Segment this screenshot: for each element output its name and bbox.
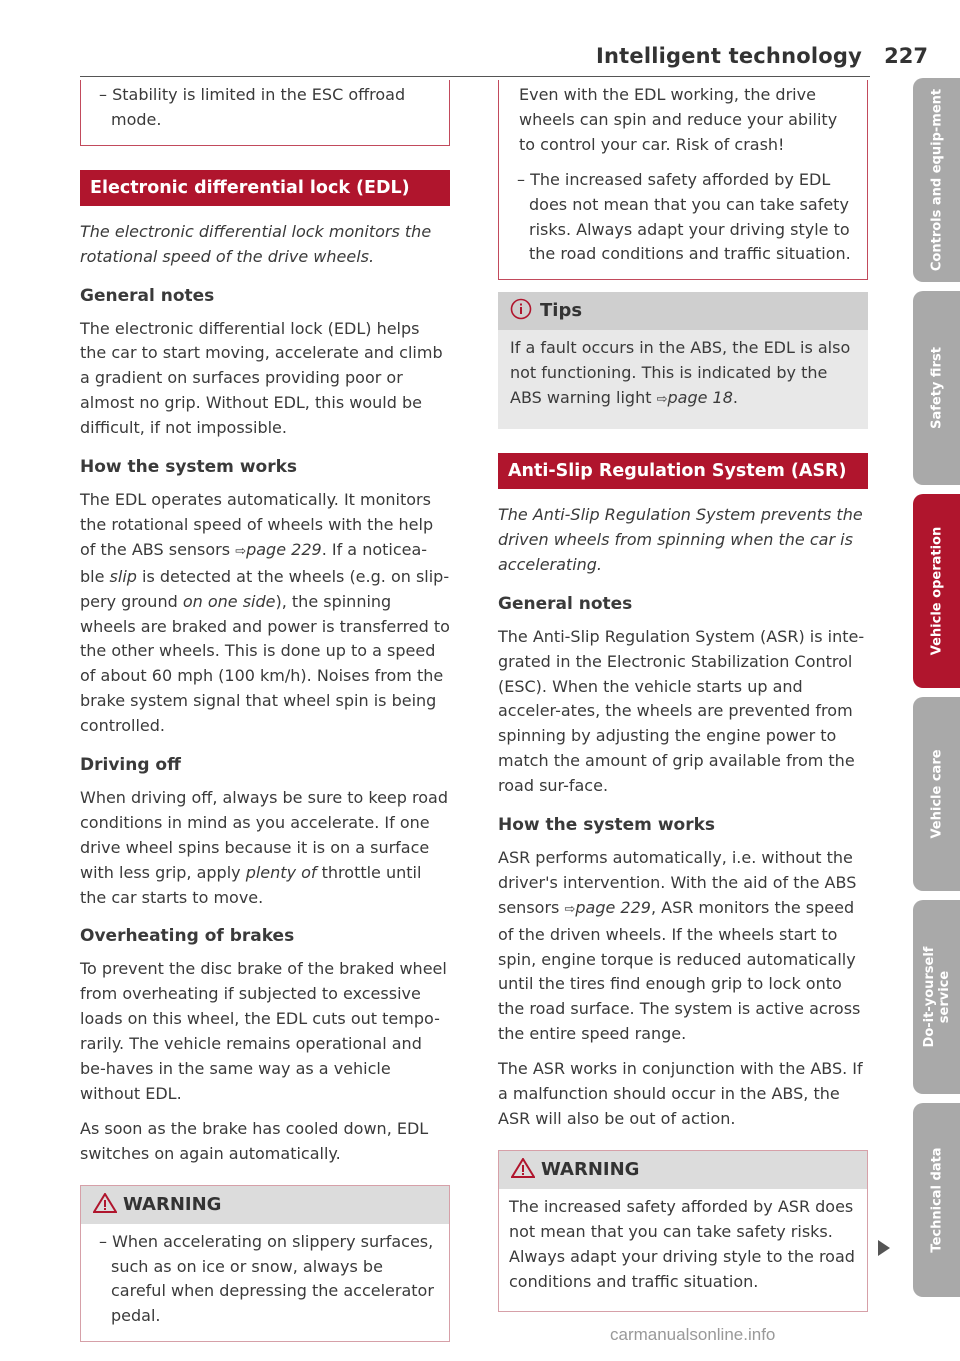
header-title: Intelligent technology — [595, 44, 862, 68]
warning-item: – Stability is limited in the ESC offroad mode. — [99, 85, 406, 129]
side-tab-vehicle-care[interactable]: Vehicle care — [913, 697, 960, 891]
section-intro: The electronic differential lock monitors the rotational speed of the drive wheels. — [80, 221, 432, 266]
heading-overheating: Overheating of brakes — [80, 926, 295, 947]
warning-header — [499, 1151, 867, 1189]
section-title-edl: Electronic differential lock (EDL) — [80, 170, 450, 206]
page-reference-link[interactable]: page 18 — [667, 388, 733, 408]
warning-continuation-box — [80, 80, 450, 146]
warning-header — [81, 1186, 449, 1224]
arrow-right-icon: ⇨ — [564, 901, 576, 917]
page-number: 227 — [884, 44, 928, 68]
warning-triangle-icon — [511, 1158, 535, 1178]
paragraph: The electronic differential lock (EDL) helps the car to start moving, accelerate and climb a gradient on surfaces providing poor or almost no grip. Without EDL, this would be difficult, if not impossible. — [80, 318, 443, 438]
side-tab-technical-data[interactable]: Technical data — [913, 1103, 960, 1297]
side-tab-controls[interactable]: Controls and equip-ment — [913, 78, 960, 282]
heading-how-system-works: How the system works — [498, 815, 716, 836]
continue-arrow-icon — [878, 1240, 890, 1256]
warning-label: WARNING — [541, 1158, 640, 1180]
right-column — [498, 80, 868, 1312]
side-tab-do-it-yourself[interactable]: Do-it-yourself service — [913, 900, 960, 1094]
side-tab-vehicle-operation[interactable]: Vehicle operation — [913, 494, 960, 688]
left-column — [80, 80, 450, 1342]
warning-label: WARNING — [123, 1193, 222, 1215]
tips-text: If a fault occurs in the ABS, the EDL is also not functioning. This is indicated by the ABS warning light ⇨page 18. — [510, 338, 851, 408]
page-reference-link[interactable]: page 229 — [246, 539, 322, 559]
warning-box — [80, 1185, 450, 1343]
warning-triangle-icon — [93, 1193, 117, 1213]
warning-box — [498, 1150, 868, 1312]
tips-header — [498, 292, 868, 330]
page-reference-link[interactable]: page 229 — [575, 897, 651, 917]
paragraph: The ASR works in conjunction with the ABS. If a malfunction should occur in the ABS, the ASR will also be out of action. — [498, 1059, 863, 1128]
heading-general-notes: General notes — [80, 285, 215, 306]
paragraph: To prevent the disc brake of the braked wheel from overheating if subjected to excessive loads on this wheel, the EDL cuts out tempo-rarily. The vehicle remains operational and be-haves in the same way as a vehicle without EDL. — [80, 959, 447, 1103]
arrow-right-icon: ⇨ — [235, 543, 247, 559]
tips-label: Tips — [540, 300, 583, 322]
heading-driving-off: Driving off — [80, 755, 181, 776]
warning-item: – The increased safety afforded by EDL does not mean that you can take safety risks. Always adapt your driving style to the road conditions and traffic situation. — [517, 169, 851, 264]
page-header — [80, 44, 928, 68]
paragraph: When driving off, always be sure to keep road conditions in mind as you accelerate. If one drive wheel spins because it is on a surface with less grip, apply plenty of throttle until the car starts to move. — [80, 787, 448, 907]
warning-text: The increased safety afforded by ASR does not mean that you can take safety risks. Always adapt your driving style to the road conditions and traffic situation. — [509, 1196, 855, 1291]
warning-text: Even with the EDL working, the drive wheels can spin and reduce your ability to control your car. Risk of crash! — [519, 85, 838, 154]
warning-item: – When accelerating on slippery surfaces, such as on ice or snow, always be careful when depressing the accelerator pedal. — [99, 1231, 434, 1326]
section-title-asr: Anti-Slip Regulation System (ASR) — [498, 453, 868, 489]
warning-continuation-box — [498, 80, 868, 280]
paragraph: The EDL operates automatically. It monitors the rotational speed of wheels with the help of the ABS sensors ⇨page 229. If a noticea-ble slip is detected at the wheels (e.g. on slip-pery ground on one side), the spinning wheels are braked and power is transferred to the other wheels. This is done up to a speed of about 60 mph (100 km/h). Noises from the brake system signal that wheel spin is being controlled. — [80, 489, 450, 736]
info-icon — [510, 298, 532, 320]
paragraph: ASR performs automatically, i.e. without the driver's intervention. With the aid of the ABS sensors ⇨page 229, ASR monitors the speed of the driven wheels. If the wheels start to spin, engine torque is reduced automatically until the tires find enough grip to lock onto the road surface. The system is active across the entire speed range. — [498, 847, 861, 1044]
paragraph: As soon as the brake has cooled down, EDL switches on again automatically. — [80, 1118, 429, 1163]
heading-how-system-works: How the system works — [80, 457, 298, 478]
section-intro: The Anti-Slip Regulation System prevents the driven wheels from spinning when the car is accelerating. — [498, 505, 863, 574]
paragraph: The Anti-Slip Regulation System (ASR) is inte-grated in the Electronic Stabilization Control (ESC). When the vehicle starts up and acceler-ates, the wheels are prevented from spinning by adjusting the engine power to match the amount of grip available from the road sur-face. — [498, 626, 865, 796]
tips-box — [498, 292, 868, 429]
arrow-right-icon: ⇨ — [656, 392, 668, 408]
side-tab-safety[interactable]: Safety first — [913, 291, 960, 485]
footer-watermark: carmanualsonline.info — [610, 1325, 776, 1344]
header-divider — [80, 76, 870, 77]
heading-general-notes: General notes — [498, 593, 633, 614]
